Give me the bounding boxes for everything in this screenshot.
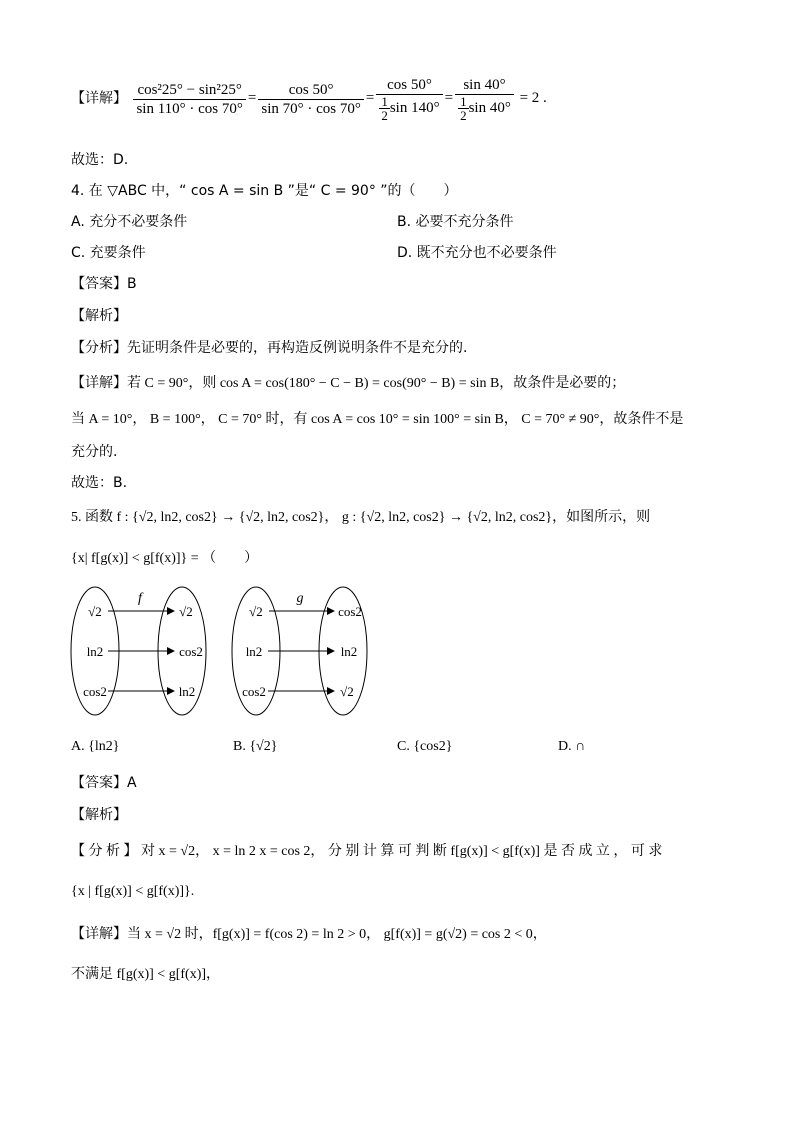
- q4-option-c: C. 充要条件: [71, 245, 146, 261]
- g-codomain-ln2: ln2: [340, 644, 358, 659]
- q5-answer: 【答案】A: [71, 775, 137, 791]
- q5-analysis-2: {x | f[g(x)] < g[f(x)]}.: [71, 884, 195, 899]
- fraction-3-den-text: sin 140°: [389, 99, 440, 116]
- f-codomain-cos2: cos2: [179, 644, 203, 659]
- q5-stem-2: {x| f[g(x)] < g[f(x)]} = （ ）: [71, 551, 259, 566]
- fraction-4-num: sin 40°: [455, 76, 514, 95]
- q4-choice: 故选：B.: [71, 475, 128, 491]
- fraction-1-num: cos²25° − sin²25°: [133, 81, 245, 100]
- fraction-2: [258, 81, 364, 118]
- half-den: 2: [381, 108, 388, 123]
- g-domain-sqrt2: √2: [249, 604, 263, 619]
- g-label: g: [296, 591, 304, 606]
- q5-option-d: D. ∩: [558, 739, 586, 754]
- q5-detail-2: 不满足 f[g(x)] < g[f(x)]，: [71, 967, 221, 982]
- fraction-4-den: [455, 95, 514, 122]
- fraction-2-num: cos 50°: [258, 81, 364, 100]
- q4-detail-2: 当 A = 10°， B = 100°， C = 70° 时，有 cos A = cos 10° = sin 100° = sin B， C = 70° ≠ 90°，故条件不是: [71, 412, 684, 427]
- f-codomain-sqrt2: √2: [179, 604, 193, 619]
- q4-option-d: D. 既不充分也不必要条件: [397, 245, 557, 261]
- q5-analysis-tag: 【解析】: [71, 807, 127, 823]
- half-num-2: 1: [460, 94, 467, 109]
- half-fraction: [379, 95, 390, 122]
- q4-stem: 4. 在 ▽ABC 中，“ cos A = sin B ”是“ C = 90° ”的（ ）: [71, 183, 458, 199]
- half-fraction-2: [458, 95, 469, 122]
- q3-detail-line: 【详解】 $\frac{\text{cos²25° − sin²25°}}{\sin 110^\circ \cdot \cos 70^\circ}$ = $\frac{\cos 50^\circ}{\sin 70^\circ \cdot \cos 70^\circ}$ = cos 50° $\frac{1}{2}$ sin 140° = sin 40° $\frac{1}{2}$ sin 40° = 2 .: [71, 77, 547, 123]
- fraction-3: [376, 76, 442, 122]
- q5-option-a: A. {ln2}: [71, 739, 120, 754]
- mapping-diagram: [68, 585, 378, 725]
- f-label: f: [138, 591, 142, 606]
- q4-option-a: A. 充分不必要条件: [71, 214, 188, 230]
- fraction-4: [455, 76, 514, 122]
- fraction-3-num: cos 50°: [376, 76, 442, 95]
- g-codomain-sqrt2: √2: [340, 684, 354, 699]
- fraction-3-den: [376, 95, 442, 122]
- f-codomain-ln2: ln2: [178, 684, 196, 699]
- q4-analysis: 【分析】先证明条件是必要的，再构造反例说明条件不是充分的.: [71, 340, 468, 356]
- q5-detail: 【详解】当 x = √2 时，f[g(x)] = f(cos 2) = ln 2 > 0， g[f(x)] = g(√2) = cos 2 < 0，: [71, 927, 547, 942]
- q5-option-c: C. {cos2}: [397, 739, 453, 754]
- fraction-1-den: sin 110° · cos 70°: [136, 100, 243, 117]
- q4-answer: 【答案】B: [71, 276, 137, 292]
- g-codomain-cos2: cos2: [338, 604, 362, 619]
- f-domain-cos2: cos2: [83, 684, 107, 699]
- g-domain-cos2: cos2: [242, 684, 266, 699]
- q4-detail-3: 充分的.: [71, 444, 118, 460]
- q4-option-b: B. 必要不充分条件: [397, 214, 514, 230]
- g-domain-ln2: ln2: [245, 644, 263, 659]
- q3-choice: 故选：D.: [71, 152, 129, 168]
- fraction-4-den-text: sin 40°: [468, 99, 511, 116]
- f-domain-sqrt2: √2: [88, 604, 102, 619]
- fraction-1: [133, 81, 245, 118]
- half-num: 1: [381, 94, 388, 109]
- q5-option-b: B. {√2}: [233, 739, 278, 754]
- f-domain-ln2: ln2: [86, 644, 104, 659]
- q4-detail: 【详解】若 C = 90°，则 cos A = cos(180° − C − B) = cos(90° − B) = sin B，故条件是必要的；: [71, 376, 626, 391]
- half-den-2: 2: [460, 108, 467, 123]
- q5-analysis: 【 分 析 】 对 x = √2， x = ln 2 x = cos 2， 分 别 计 算 可 判 断 f[g(x)] < g[f(x)] 是 否 成 立 ， 可 求: [71, 844, 663, 859]
- fraction-2-den: sin 70° · cos 70°: [261, 100, 361, 117]
- q3-result: = 2 .: [519, 90, 547, 107]
- q5-stem: 5. 函数 f : {√2, ln2, cos2} → {√2, ln2, cos2}， g : {√2, ln2, cos2} → {√2, ln2, cos2}，如图所示，则: [71, 510, 651, 525]
- q4-analysis-tag: 【解析】: [71, 308, 127, 324]
- detail-tag: 【详解】: [71, 90, 127, 107]
